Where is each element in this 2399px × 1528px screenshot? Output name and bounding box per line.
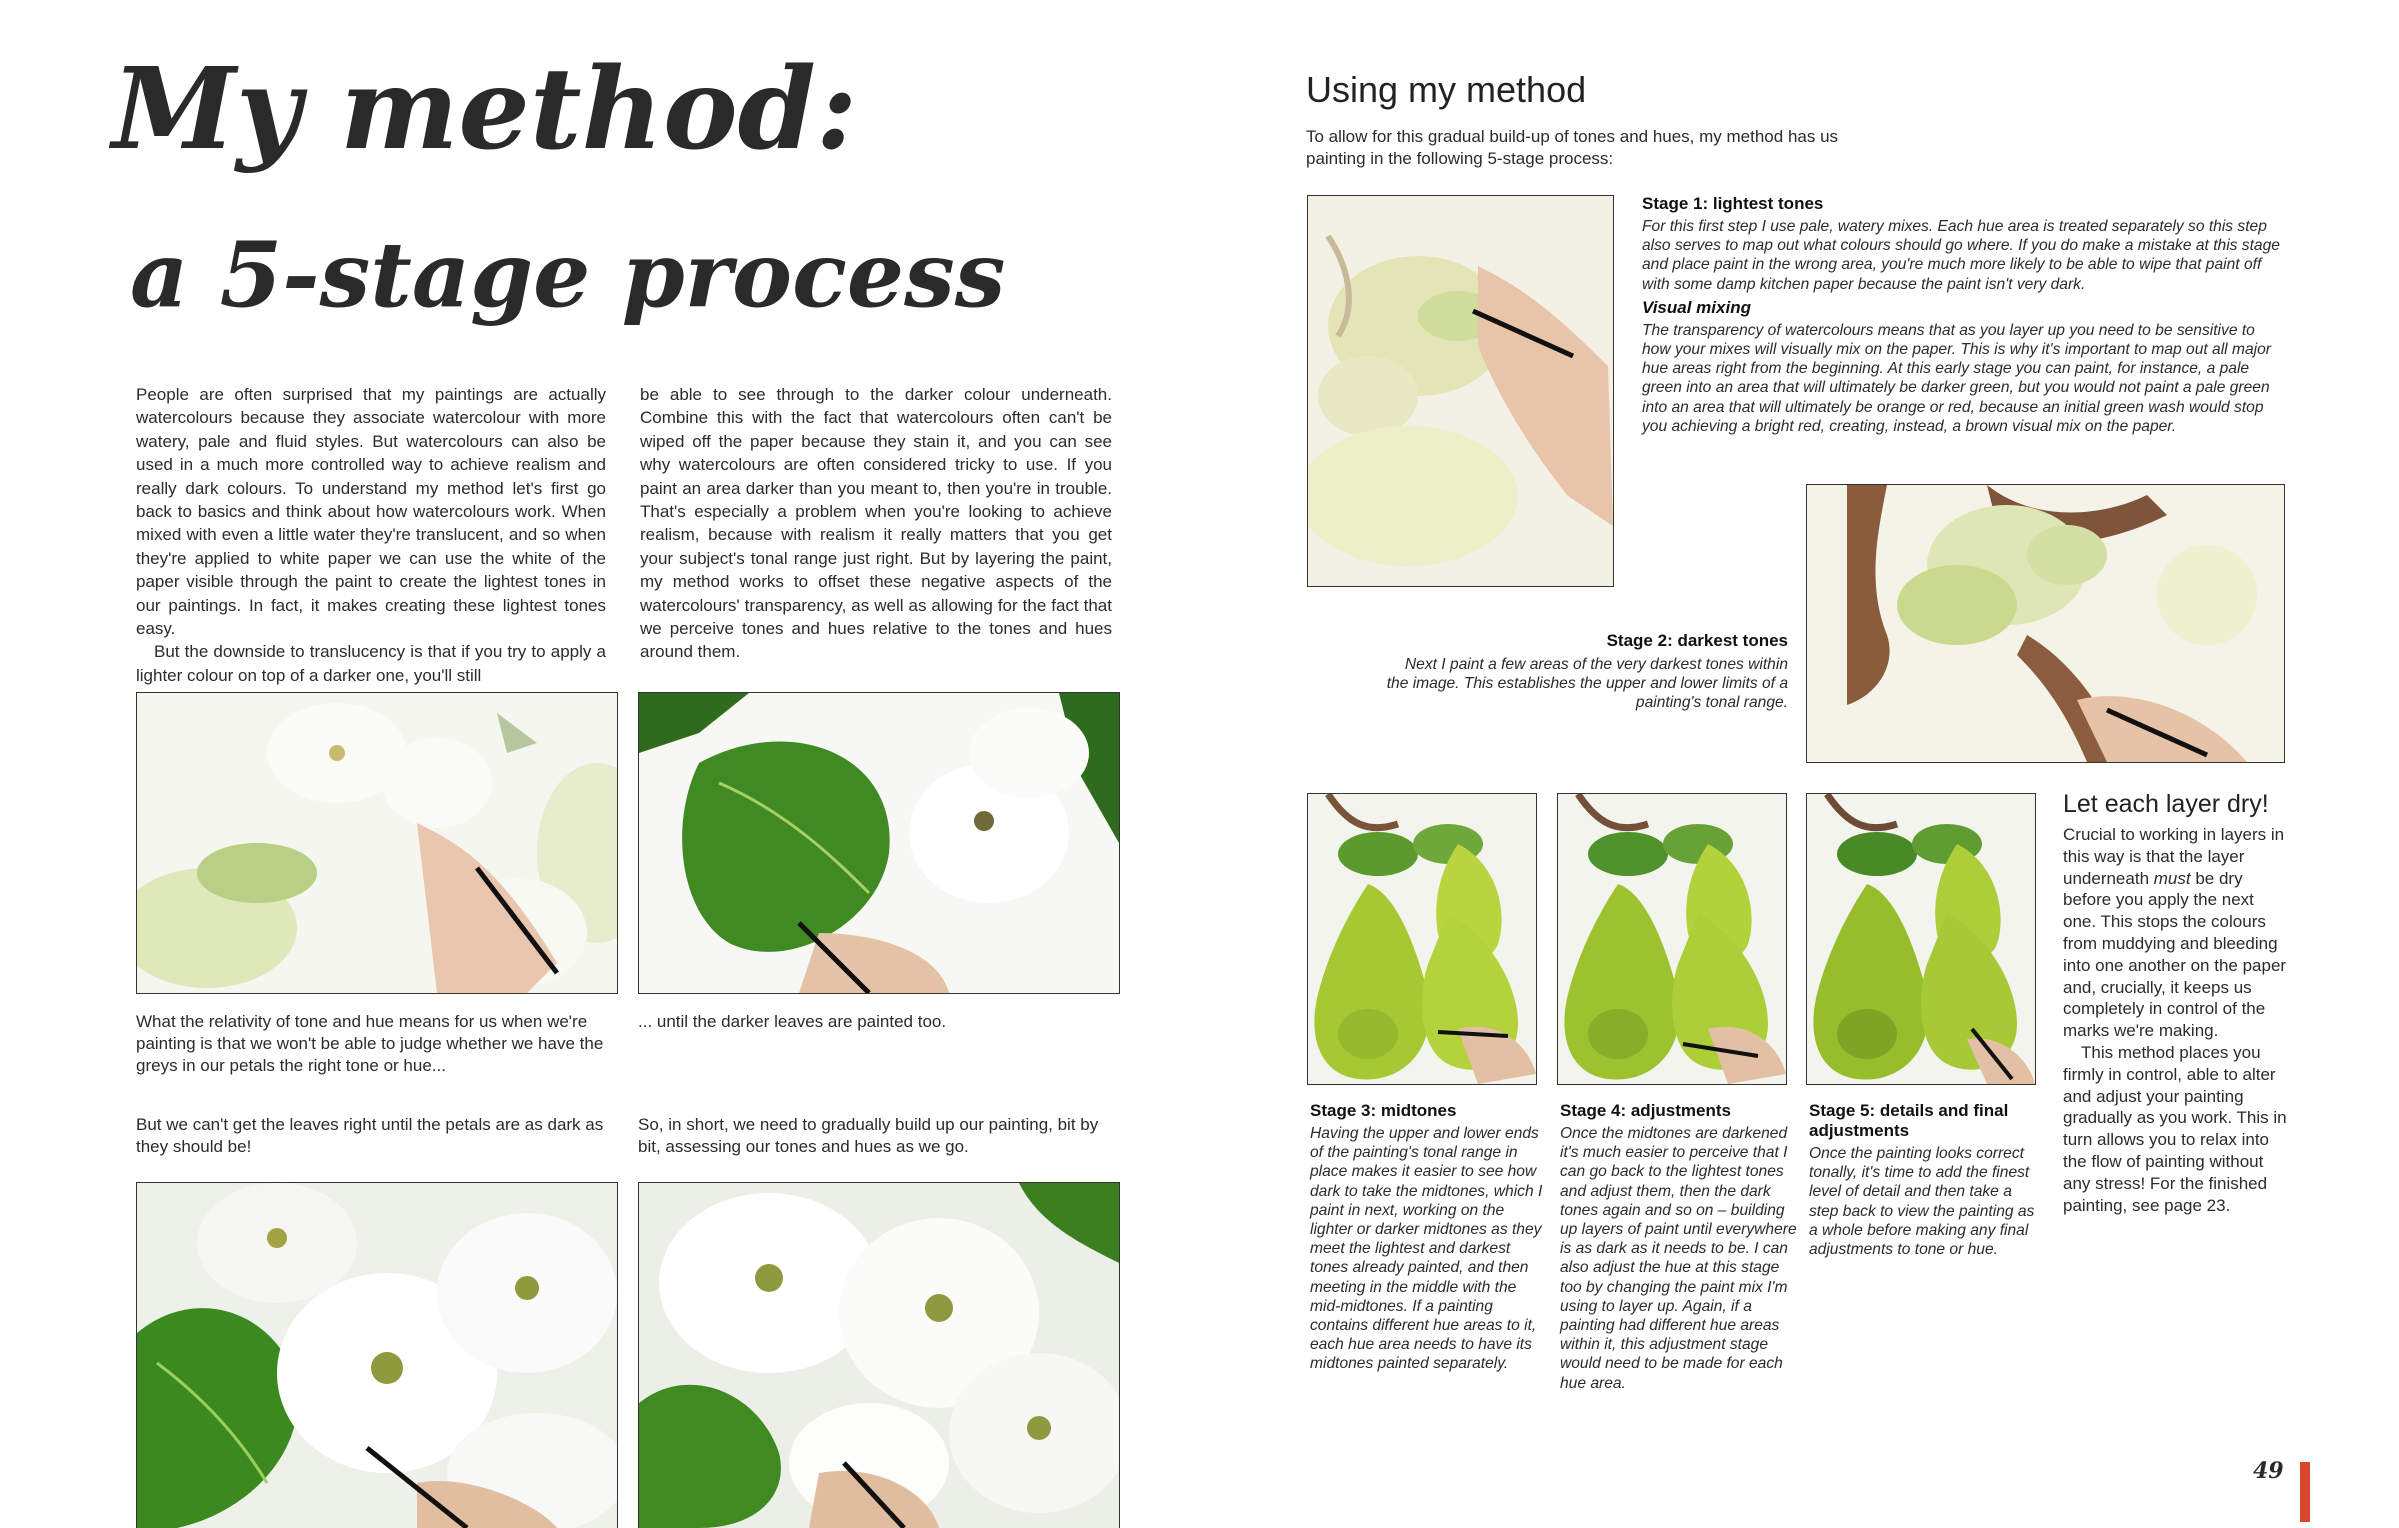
body-column-1 (136, 383, 606, 687)
photo-stage-1-lightest-tones (1307, 195, 1614, 587)
page-number: 49 (2253, 1458, 2284, 1484)
photo-blossom-dark-leaves (638, 692, 1120, 994)
sidebar-heading: Let each layer dry! (2063, 790, 2269, 818)
stage-2-block (1380, 631, 1788, 713)
photo-blossom-closeup-1 (136, 1182, 618, 1528)
sidebar-text-2: This method places you firmly in control, able to alter and adjust your painting gradually as you work. This in turn allows you to relax into the flow of painting without any stress! For the finished painting, see page 23. (2063, 1042, 2287, 1215)
accent-bar (2300, 1462, 2310, 1522)
photo-blossom-light-stage (136, 692, 618, 994)
photo-stage-3-midtones (1307, 793, 1537, 1085)
sidebar-text-1 (2063, 824, 2289, 1042)
caption-photo-2: ... until the darker leaves are painted too. (638, 1012, 947, 1031)
photo-stage-5-details (1806, 793, 2036, 1085)
section-heading: Using my method (1306, 69, 1587, 110)
stage-5-block (1809, 1101, 2043, 1259)
stage-5-title: Stage 5: details and final adjustments (1809, 1101, 2009, 1140)
photo-stage-4-adjustments (1557, 793, 1787, 1085)
caption-photo-3: But we can't get the leaves right until the petals are as dark as they should be! (136, 1115, 604, 1156)
stage-3-title: Stage 3: midtones (1310, 1101, 1457, 1120)
intro-text: To allow for this gradual build-up of tones and hues, my method has us painting in the following 5-stage process: (1306, 127, 1839, 168)
body-paragraph: be able to see through to the darker colour underneath. Combine this with the fact that watercolours often can't be wiped off the paper because they stain it, and you can see why watercolours are often considered tricky to use. If you paint an area darker than you meant to, then you're in trouble. That's especially a problem when you're looking to achieve realism, because with realism it really matters that you get your subject's tonal range just right. But by layering the paint, my method works to offset these negative aspects of the watercolours' transparency, as well as allowing for the fact that we perceive tones and hues relative to the tones and hues around them. (640, 385, 1112, 662)
stage-4-text: Once the midtones are darkened it's much easier to perceive that I can go back to the lightest tones and adjust them, then the dark tones again and so on – building up layers of paint until everywhere is as dark as it needs to be. I can also adjust the hue at this stage too by changing the paint mix I'm using to layer up. Again, if a painting had different hue areas within it, this adjustment stage would need to be made for each hue area. (1560, 1125, 1797, 1392)
stage-3-text: Having the upper and lower ends of the painting's tonal range in place makes it easier to see how dark to take the midtones, which I paint in next, working on the lighter or darker midtones as they meet the lightest and darkest tones already painted, and then meeting in the middle with the mid-midtones. If a painting contains different hue areas to it, each hue area needs to have its midtones painted separately. (1310, 1125, 1543, 1373)
stage-4-block (1560, 1101, 1798, 1393)
body-paragraph: But the downside to translucency is that if you try to apply a lighter colour on top of a darker one, you'll still (136, 642, 606, 685)
photo-stage-2-darkest-tones (1806, 484, 2285, 763)
sidebar-text-1-post: be dry before you apply the next one. This stops the colours from muddying and bleeding into one another on the paper and, crucially, it keeps us completely in control of the marks we're making. (2063, 868, 2287, 1041)
photo-blossom-closeup-2 (638, 1182, 1120, 1528)
stage-4-title: Stage 4: adjustments (1560, 1101, 1731, 1120)
title-line-1: My method: (112, 44, 858, 175)
stage-1-block (1642, 194, 2282, 436)
body-paragraph: People are often surprised that my paintings are actually watercolours because they associate watercolour with more watery, pale and fluid styles. But watercolours can also be used in a much more controlled way to achieve realism and really dark colours. To understand my method let's first go back to basics and think about how watercolours work. When mixed with even a little water they're translucent, and so when they're applied to white paper we can use the white of the paper visible through the paint to create the lightest tones in our paintings. In fact, it makes creating these lightest tones easy. (136, 385, 606, 639)
sidebar-text-1-pre: Crucial to working in layers in this way is that the layer underneath (2063, 825, 2285, 888)
visual-mixing-text: The transparency of watercolours means that as you layer up you need to be sensitive to how your mixes will visually mix on the paper. This is why it's important to map out all major hue areas right from the beginning. At this early stage you can paint, for instance, a pale green into an area that will ultimately be darker green, but you would not paint a pale green into an area that will ultimately be orange or red, because an initial green wash would stop you achieving a bright red, creating, instead, a brown visual mix on the paper. (1642, 321, 2271, 435)
sidebar-text-1-em: must (2153, 868, 2191, 888)
stage-2-title: Stage 2: darkest tones (1606, 631, 1788, 650)
stage-1-text: For this first step I use pale, watery mixes. Each hue area is treated separately so this step also serves to map out what colours should go where. If you do make a mistake at this stage and place paint in the wrong area, you're much more likely to be able to wipe that paint off with some damp kitchen paper because the paint isn't very dark. (1642, 218, 2280, 293)
stage-3-block (1310, 1101, 1548, 1374)
stage-5-text: Once the painting looks correct tonally, it's time to add the finest level of detail and then take a step back to view the painting as a whole before making any final adjustments to tone or hue. (1809, 1145, 2035, 1259)
body-column-2 (640, 383, 1112, 664)
stage-2-text: Next I paint a few areas of the very darkest tones within the image. This establishes the upper and lower limits of a painting's tonal range. (1386, 656, 1788, 712)
caption-photo-4: So, in short, we need to gradually build up our painting, bit by bit, assessing our tones and hues as we go. (638, 1115, 1099, 1156)
caption-photo-1: What the relativity of tone and hue means for us when we're painting is that we won't be able to judge whether we have the greys in our petals the right tone or hue... (136, 1012, 604, 1075)
sidebar-let-layer-dry (2063, 790, 2289, 1216)
stage-1-title: Stage 1: lightest tones (1642, 194, 1824, 213)
title-line-2: a 5-stage process (130, 222, 1006, 328)
visual-mixing-title: Visual mixing (1642, 297, 1751, 317)
